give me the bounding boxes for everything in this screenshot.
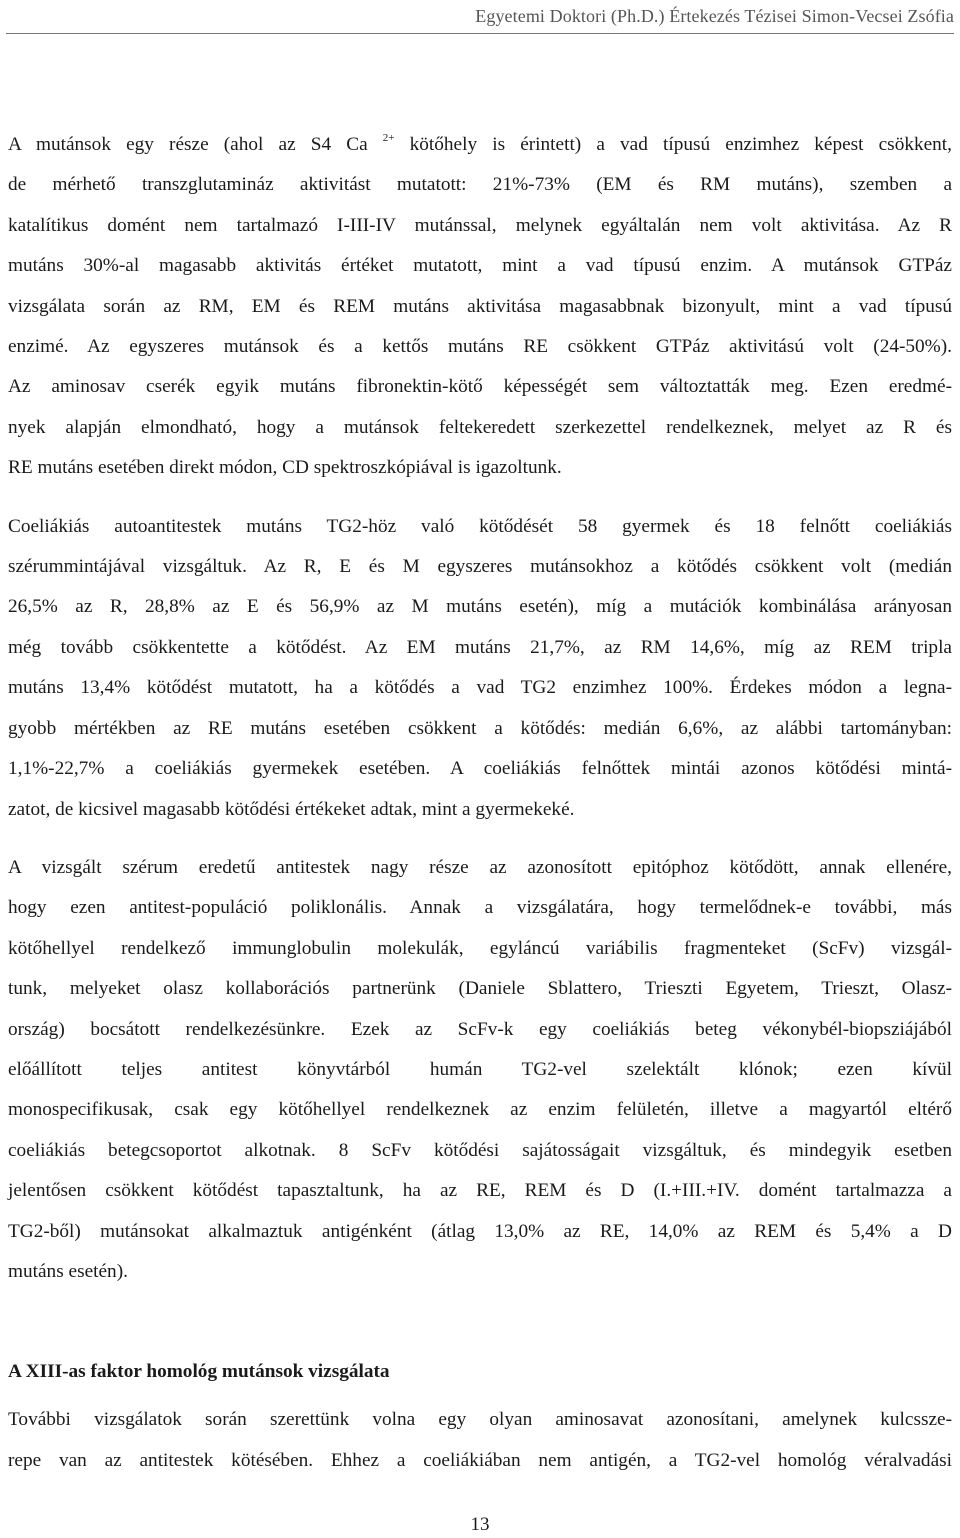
text-line: nyek alapján elmondható, hogy a mutánsok feltekeredett szerkezettel rendelkeznek, melyet az R és (8, 416, 952, 438)
paragraph-mutant-activity (8, 125, 952, 489)
text-line: 1,1%-22,7% a coeliákiás gyermekek esetében. A coeliákiás felnőttek mintái azonos kötődési mintá- (8, 758, 952, 780)
text-line: RE mutáns esetében direkt módon, CD spektroszkópiával is igazoltunk. (8, 457, 562, 479)
section-heading: A XIII-as faktor homológ mutánsok vizsgálata (8, 1361, 390, 1383)
text-line: még tovább csökkentette a kötődést. Az EM mutáns 21,7%, az RM 14,6%, míg az REM tripla (8, 636, 952, 658)
text-line: repe van az antitestek kötésében. Ehhez a coeliákiában nem antigén, a TG2-vel homológ véralvadási (8, 1449, 952, 1471)
paragraph-scfv-study (8, 848, 952, 1292)
paragraph-factor-xiii (8, 1400, 952, 1481)
text-line: TG2-ből) mutánsokat alkalmaztuk antigénként (átlag 13,0% az RE, 14,0% az REM és 5,4% a D (8, 1220, 952, 1242)
text-line: 26,5% az R, 28,8% az E és 56,9% az M mutáns esetén), míg a mutációk kombinálása arányosan (8, 596, 952, 618)
text-line: katalítikus domént nem tartalmazó I-III-IV mutánssal, melynek egyáltalán nem volt aktivitása. Az R (8, 214, 952, 236)
paragraph-autoantibody-binding (8, 507, 952, 830)
header-divider (6, 33, 954, 34)
document-body (8, 125, 952, 1481)
text-line: ország) bocsátott rendelkezésünkre. Ezek az ScFv-k egy coeliákiás beteg vékonybél-biopsziájából (8, 1018, 952, 1040)
text-line: jelentősen csökkent kötődést tapasztaltunk, ha az RE, REM és D (I.+III.+IV. domént tartalmazza a (8, 1180, 952, 1202)
text-line: monospecifikusak, csak egy kötőhellyel rendelkeznek az enzim felületén, illetve a magyartól eltérő (8, 1099, 952, 1121)
superscript: 2+ (382, 132, 395, 144)
text-line: A vizsgált szérum eredetű antitestek nagy része az azonosított epitóphoz kötődött, annak ellenére, (8, 856, 952, 878)
text-line: zatot, de kicsivel magasabb kötődési értékeket adtak, mint a gyermekeké. (8, 798, 575, 820)
text-line: tunk, melyeket olasz kollaborációs partnerünk (Daniele Sblattero, Trieszti Egyetem, Trieszt, Olasz- (8, 978, 952, 1000)
section-spacer (8, 1292, 952, 1352)
text-line: mutáns 13,4% kötődést mutatott, ha a kötődés a vad TG2 enzimhez 100%. Érdekes módon a legna- (8, 677, 952, 699)
text-line: kötőhellyel rendelkező immunglobulin molekulák, egyláncú variábilis fragmenteket (ScFv) vizsgál- (8, 937, 952, 959)
text-line: mutáns esetén). (8, 1260, 128, 1282)
text-line: hogy ezen antitest-populáció poliklonális. Annak a vizsgálatára, hogy termelődnek-e további, más (8, 897, 952, 919)
text-line: További vizsgálatok során szerettünk volna egy olyan aminosavat azonosítani, amelynek kulcssze- (8, 1409, 952, 1431)
text-line: szérummintájával vizsgáltuk. Az R, E és M egyszeres mutánsokhoz a kötődés csökkent volt (medián (8, 556, 952, 578)
text-line: coeliákiás betegcsoportot alkotnak. 8 ScFv kötődési sajátosságait vizsgáltuk, és mindegyik esetben (8, 1139, 952, 1161)
text-line: vizsgálata során az RM, EM és REM mutáns aktivitása magasabbnak bizonyult, mint a vad típusú (8, 295, 952, 317)
text-line: gyobb mértékben az RE mutáns esetében csökkent a kötődés: medián 6,6%, az alábbi tartományban: (8, 717, 952, 739)
paragraph-spacer (8, 489, 952, 507)
running-header: Egyetemi Doktori (Ph.D.) Értekezés Tézisei Simon-Vecsei Zsófia (475, 6, 954, 26)
text-line: A mutánsok egy része (ahol az S4 Ca $^{2+}$ kötőhely is érintett) a vad típusú enzimhez képest csökkent, (8, 132, 952, 155)
page-number: 13 (470, 1514, 490, 1535)
paragraph-spacer (8, 830, 952, 848)
text-line: enzimé. Az egyszeres mutánsok és a kettős mutáns RE csökkent GTPáz aktivitású volt (24-50%). (8, 336, 952, 358)
text-line: Coeliákiás autoantitestek mutáns TG2-höz való kötődését 58 gyermek és 18 felnőtt coeliákiás (8, 515, 952, 537)
paragraph-spacer (8, 1392, 952, 1400)
text-line: Az aminosav cserék egyik mutáns fibronektin-kötő képességét sem változtatták meg. Ezen eredmé- (8, 376, 952, 398)
text-line: mutáns 30%-al magasabb aktivitás értéket mutatott, mint a vad típusú enzim. A mutánsok GTPáz (8, 255, 952, 277)
text-line: előállított teljes antitest könyvtárból humán TG2-vel szelektált klónok; ezen kívül (8, 1058, 952, 1080)
text-line: de mérhető transzglutamináz aktivitást mutatott: 21%-73% (EM és RM mutáns), szemben a (8, 174, 952, 196)
